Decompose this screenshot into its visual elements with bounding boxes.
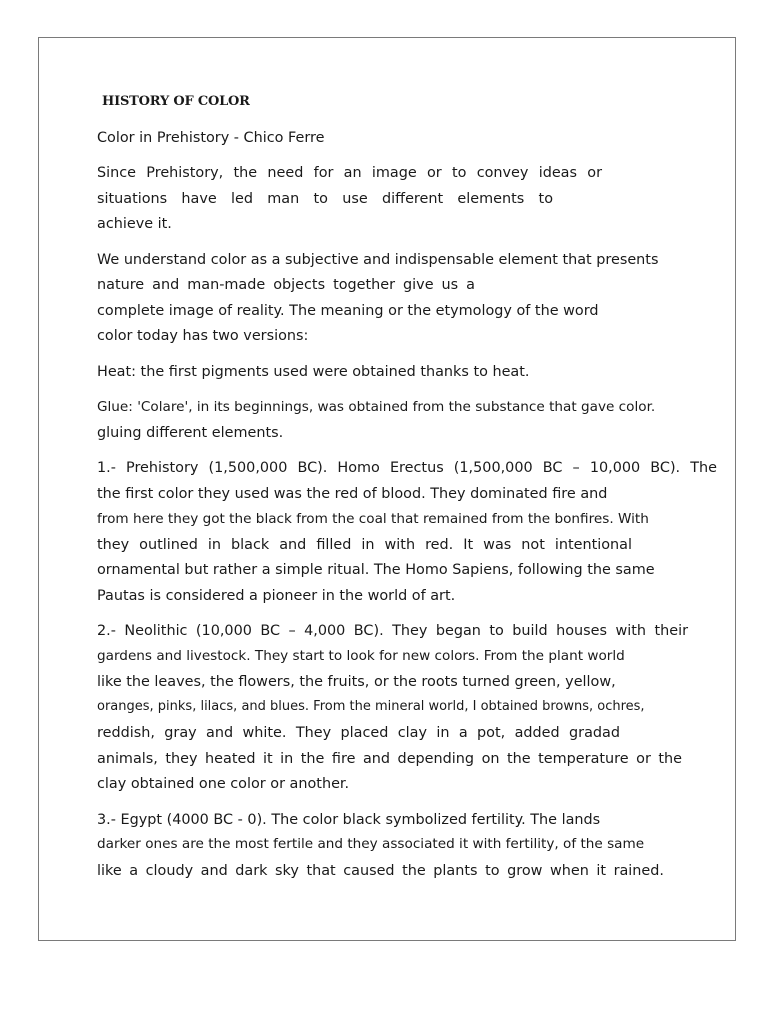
paragraph-line: darker ones are the most fertile and they associated it with fertility, of the same bbox=[97, 836, 645, 852]
paragraph-line: achieve it. bbox=[97, 216, 172, 232]
paragraph-line: Pautas is considered a pioneer in the world of art. bbox=[97, 588, 456, 604]
paragraph-line: the first color they used was the red of blood. They dominated fire and bbox=[97, 486, 608, 502]
paragraph-line: 2.- Neolithic (10,000 BC – 4,000 BC). They began to build houses with their bbox=[97, 623, 688, 639]
paragraph-line: like a cloudy and dark sky that caused the plants to grow when it rained. bbox=[97, 863, 664, 879]
paragraph-line: ornamental but rather a simple ritual. The Homo Sapiens, following the same bbox=[97, 562, 655, 578]
paragraph-line: gluing different elements. bbox=[97, 425, 284, 441]
paragraph-line: they outlined in black and filled in with red. It was not intentional bbox=[97, 537, 632, 553]
paragraph-line: Since Prehistory, the need for an image or to convey ideas or bbox=[97, 165, 602, 181]
paragraph-line: clay obtained one color or another. bbox=[97, 776, 350, 792]
paragraph-line: reddish, gray and white. They placed clay in a pot, added gradad bbox=[97, 725, 620, 741]
paragraph-line: nature and man-made objects together give us a bbox=[97, 277, 475, 293]
paragraph-line: gardens and livestock. They start to look for new colors. From the plant world bbox=[97, 648, 625, 664]
paragraph-line: We understand color as a subjective and indispensable element that presents bbox=[97, 252, 659, 268]
paragraph-line: complete image of reality. The meaning or the etymology of the word bbox=[97, 303, 599, 319]
paragraph-line: Heat: the first pigments used were obtained thanks to heat. bbox=[97, 364, 530, 380]
paragraph-line: Glue: 'Colare', in its beginnings, was obtained from the substance that gave color. bbox=[97, 399, 656, 415]
paragraph-line: oranges, pinks, lilacs, and blues. From the mineral world, I obtained browns, ochres, bbox=[97, 699, 645, 714]
document-title: HISTORY OF COLOR bbox=[102, 94, 250, 109]
paragraph-line: situations have led man to use different elements to bbox=[97, 191, 553, 207]
paragraph-line: 3.- Egypt (4000 BC - 0). The color black symbolized fertility. The lands bbox=[97, 812, 601, 828]
paragraph-line: animals, they heated it in the fire and depending on the temperature or the bbox=[97, 751, 682, 767]
paragraph-line: color today has two versions: bbox=[97, 328, 309, 344]
subtitle-line: Color in Prehistory - Chico Ferre bbox=[97, 130, 325, 146]
paragraph-line: like the leaves, the flowers, the fruits, or the roots turned green, yellow, bbox=[97, 674, 616, 690]
paragraph-line: from here they got the black from the coal that remained from the bonfires. With bbox=[97, 511, 649, 527]
paragraph-line: 1.- Prehistory (1,500,000 BC). Homo Erectus (1,500,000 BC – 10,000 BC). The bbox=[97, 460, 717, 476]
